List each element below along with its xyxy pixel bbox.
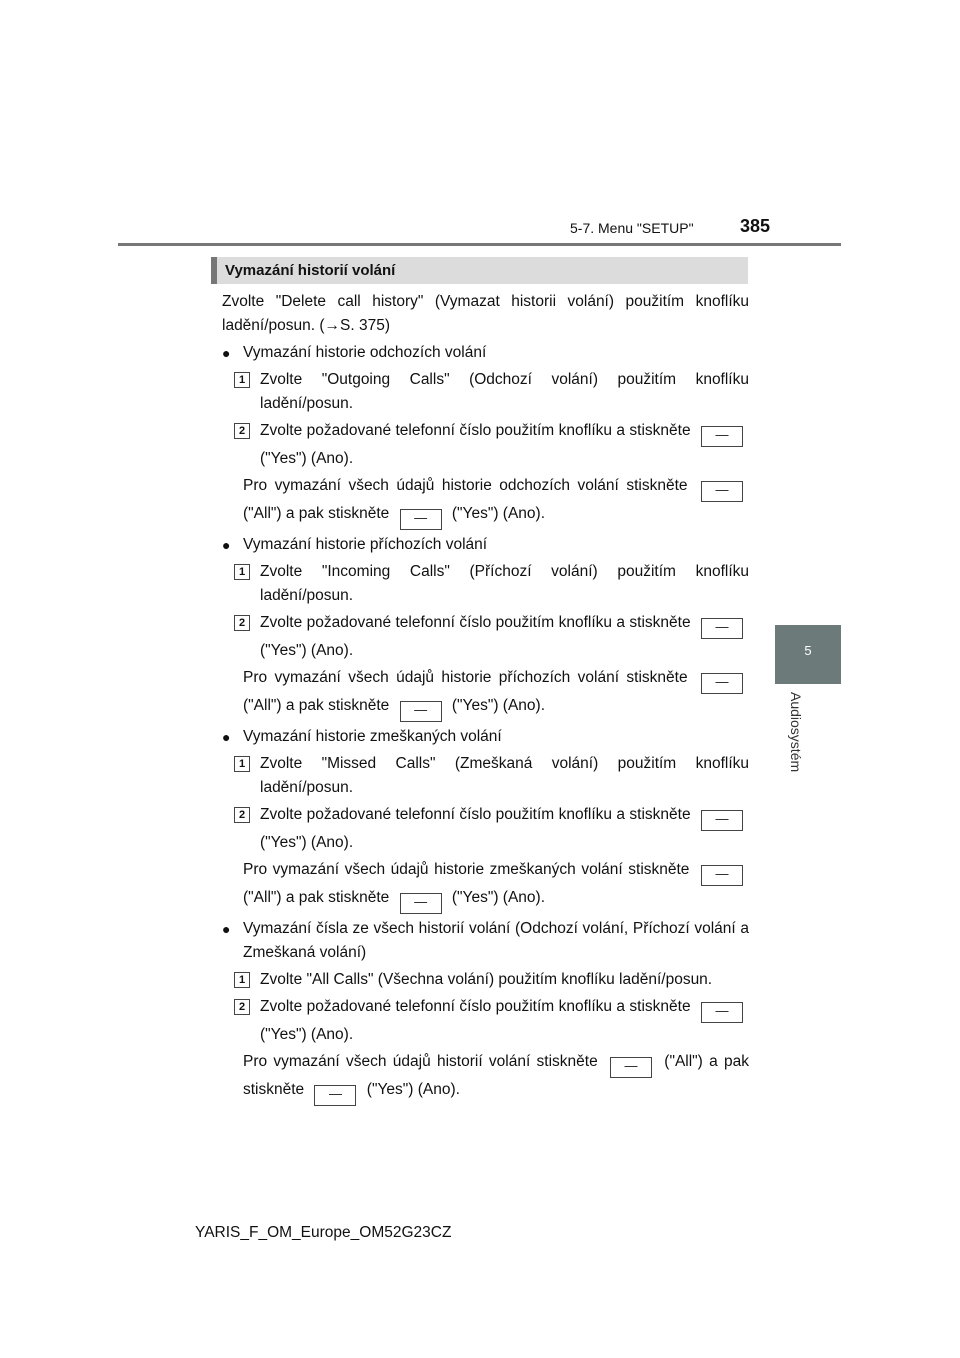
bullet-icon: ● xyxy=(222,921,231,937)
step-text: Zvolte požadované telefonní číslo použitím knoflíku a stiskněte xyxy=(260,806,691,823)
step-number-icon: 2 xyxy=(234,615,250,631)
side-tab-number: 5 xyxy=(804,643,812,658)
page-number: 385 xyxy=(740,216,771,236)
note-part: ("Yes") (Ano). xyxy=(451,697,546,714)
bullet-item xyxy=(222,917,749,965)
note-part: ("Yes") (Ano). xyxy=(451,505,546,522)
group-incoming xyxy=(222,533,749,722)
bullet-title: Vymazání historie odchozích volání xyxy=(243,344,487,361)
bullet-icon: ● xyxy=(222,345,231,361)
bullet-title: Vymazání historie zmeškaných volání xyxy=(243,728,502,745)
all-button-icon: — xyxy=(701,865,743,886)
bullet-icon: ● xyxy=(222,729,231,745)
note-part: ("All") a pak stiskněte xyxy=(243,505,390,522)
header-rule xyxy=(118,243,841,246)
note-part: Pro vymazání všech údajů historie odchozích volání stiskněte xyxy=(243,477,688,494)
all-button-icon: — xyxy=(610,1057,652,1078)
bullet-item xyxy=(222,725,749,749)
note-text xyxy=(222,858,749,914)
bullet-title: Vymazání čísla ze všech historií volání (Odchozí volání, Příchozí volání a Zmeškaná volání) xyxy=(243,920,749,961)
step-number-icon: 2 xyxy=(234,807,250,823)
group-all xyxy=(222,917,749,1106)
yes-button-icon: — xyxy=(400,701,442,722)
step-text: ("Yes") (Ano). xyxy=(260,834,354,851)
yes-button-icon: — xyxy=(314,1085,356,1106)
side-tab-label: Audiosystém xyxy=(788,692,804,773)
step-number-icon: 1 xyxy=(234,564,250,580)
yes-button-icon: — xyxy=(400,893,442,914)
step-text: Zvolte "All Calls" (Všechna volání) použitím knoflíku ladění/posun. xyxy=(260,971,713,988)
group-outgoing xyxy=(222,341,749,530)
note-text xyxy=(222,1050,749,1106)
step-number-icon: 2 xyxy=(234,423,250,439)
step-2 xyxy=(222,611,749,663)
note-text xyxy=(222,474,749,530)
note-part: Pro vymazání všech údajů historií volání stiskněte xyxy=(243,1053,598,1070)
note-part: ("Yes") (Ano). xyxy=(366,1081,460,1098)
step-text: Zvolte požadované telefonní číslo použitím knoflíku a stiskněte xyxy=(260,422,691,439)
all-button-icon: — xyxy=(701,673,743,694)
step-text: Zvolte "Outgoing Calls" (Odchozí volání) použitím knoflíku ladění/posun. xyxy=(260,371,749,412)
all-button-icon: — xyxy=(701,481,743,502)
note-text xyxy=(222,666,749,722)
bullet-item xyxy=(222,533,749,557)
footer-code: YARIS_F_OM_Europe_OM52G23CZ xyxy=(195,1224,452,1241)
step-text: Zvolte "Incoming Calls" (Příchozí volání) použitím knoflíku ladění/posun. xyxy=(260,563,749,604)
step-number-icon: 1 xyxy=(234,372,250,388)
step-text: Zvolte požadované telefonní číslo použitím knoflíku a stiskněte xyxy=(260,998,691,1015)
intro-text: Zvolte "Delete call history" (Vymazat historii volání) použitím knoflíku ladění/posun. (→S. 375) xyxy=(222,293,749,334)
bullet-title: Vymazání historie příchozích volání xyxy=(243,536,488,553)
step-1 xyxy=(222,752,749,800)
step-number-icon: 2 xyxy=(234,999,250,1015)
note-part: Pro vymazání všech údajů historie příchozích volání stiskněte xyxy=(243,669,688,686)
note-part: ("All") a pak stiskněte xyxy=(243,1053,749,1098)
step-1 xyxy=(222,968,749,992)
step-text: ("Yes") (Ano). xyxy=(260,1026,354,1043)
step-1 xyxy=(222,368,749,416)
bullet-item xyxy=(222,341,749,365)
step-number-icon: 1 xyxy=(234,756,250,772)
note-part: ("All") a pak stiskněte xyxy=(243,889,390,906)
step-1 xyxy=(222,560,749,608)
bullet-icon: ● xyxy=(222,537,231,553)
note-part: ("Yes") (Ano). xyxy=(451,889,546,906)
step-text: ("Yes") (Ano). xyxy=(260,450,354,467)
step-text: ("Yes") (Ano). xyxy=(260,642,354,659)
yes-button-icon: — xyxy=(701,426,743,447)
step-2 xyxy=(222,419,749,471)
yes-button-icon: — xyxy=(701,1002,743,1023)
step-text: Zvolte "Missed Calls" (Zmeškaná volání) použitím knoflíku ladění/posun. xyxy=(260,755,749,796)
step-2 xyxy=(222,995,749,1047)
yes-button-icon: — xyxy=(701,618,743,639)
note-part: ("All") a pak stiskněte xyxy=(243,697,390,714)
header-section: 5-7. Menu "SETUP" xyxy=(570,220,694,236)
step-text: Zvolte požadované telefonní číslo použitím knoflíku a stiskněte xyxy=(260,614,691,631)
step-2 xyxy=(222,803,749,855)
yes-button-icon: — xyxy=(400,509,442,530)
note-part: Pro vymazání všech údajů historie zmeškaných volání stiskněte xyxy=(243,861,690,878)
step-number-icon: 1 xyxy=(234,972,250,988)
content xyxy=(222,290,749,1108)
yes-button-icon: — xyxy=(701,810,743,831)
section-title: Vymazání historií volání xyxy=(211,257,748,284)
group-missed xyxy=(222,725,749,914)
